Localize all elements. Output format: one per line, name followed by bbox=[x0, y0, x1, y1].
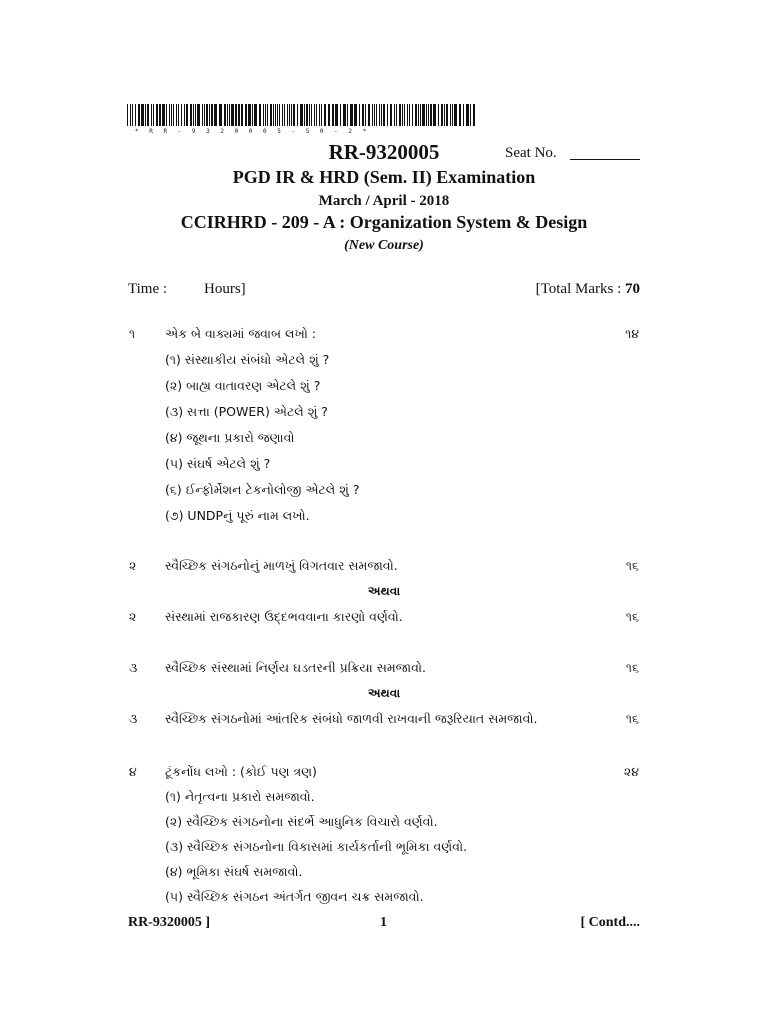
sub-question: (૨) સ્વૈચ્છિક સંગઠનોના સંદર્ભે આધુનિક વિચારો વર્ણવો. bbox=[165, 814, 438, 829]
question-marks: ૧૬ bbox=[625, 558, 639, 573]
barcode-bar bbox=[166, 104, 167, 126]
barcode-bar bbox=[418, 104, 419, 126]
barcode-bar bbox=[321, 104, 322, 126]
barcode-bar bbox=[420, 104, 421, 126]
sub-question: (૧) નેતૃત્વના પ્રકારો સમજાવો. bbox=[165, 789, 315, 804]
barcode-bar bbox=[279, 104, 280, 126]
barcode-bar bbox=[252, 104, 253, 126]
barcode-bar bbox=[229, 104, 230, 126]
barcode-bar bbox=[132, 104, 133, 126]
barcode-bar bbox=[324, 104, 326, 126]
barcode-bar bbox=[135, 104, 136, 126]
barcode-bar bbox=[156, 104, 158, 126]
barcode-bar bbox=[347, 104, 348, 126]
question-number: ૧ bbox=[129, 326, 136, 341]
barcode-bar bbox=[214, 104, 217, 126]
barcode-bar bbox=[422, 104, 425, 126]
barcode-bar bbox=[430, 104, 432, 126]
barcode-bar bbox=[224, 104, 226, 126]
barcode-bar bbox=[466, 104, 469, 126]
barcode-text: * R R - 9 3 2 0 0 0 5 - 5 0 - 2 * bbox=[135, 128, 370, 135]
seat-label: Seat No. bbox=[505, 145, 557, 161]
barcode-bar bbox=[267, 104, 268, 126]
barcode-bar bbox=[289, 104, 290, 126]
sub-question: (૫) સ્વૈચ્છિક સંગઠન અંતર્ગત જીવન ચક્ર સમજાવો. bbox=[165, 889, 424, 904]
barcode-bar bbox=[206, 104, 208, 126]
total-marks bbox=[536, 281, 640, 298]
barcode-bar bbox=[195, 104, 196, 126]
barcode-bar bbox=[241, 104, 243, 126]
question-text: સ્વૈચ્છિક સંસ્થામાં નિર્ણય ઘડતરની પ્રક્રિયા સમજાવો. bbox=[165, 660, 426, 675]
barcode-bar bbox=[354, 104, 357, 126]
barcode-bar bbox=[275, 104, 276, 126]
sub-question: (૬) ઈન્ફોર્મેશન ટેકનોલોજી એટલે શું ? bbox=[165, 482, 360, 497]
barcode-bar bbox=[319, 104, 320, 126]
question-number: ૪ bbox=[129, 764, 137, 779]
barcode-bar bbox=[396, 104, 397, 126]
barcode-bar bbox=[350, 104, 353, 126]
barcode-bar bbox=[463, 104, 464, 126]
barcode-bar bbox=[145, 104, 146, 126]
barcode-bar bbox=[176, 104, 177, 126]
barcode-bar bbox=[433, 104, 436, 126]
subject-title: CCIRHRD - 209 - A : Organization System & Design bbox=[180, 212, 588, 232]
total-marks-label: [Total Marks : bbox=[535, 281, 622, 297]
barcode-bar bbox=[184, 104, 185, 126]
barcode-bar bbox=[438, 104, 439, 126]
exam-session: March / April - 2018 bbox=[318, 193, 450, 209]
paper-code: RR-9320005 bbox=[328, 140, 440, 164]
barcode-bar bbox=[340, 104, 341, 126]
page-number: 1 bbox=[380, 915, 387, 930]
barcode-bar bbox=[181, 104, 182, 126]
sub-question: (૩) સ્વૈચ્છિક સંગઠનોના વિકાસમાં કાર્યકર્તાની ભૂમિકા વર્ણવો. bbox=[165, 839, 468, 854]
barcode-bar bbox=[394, 104, 395, 126]
barcode-bar bbox=[259, 104, 261, 126]
seat-number-line bbox=[570, 159, 640, 160]
barcode-bar bbox=[130, 104, 131, 126]
barcode-bar bbox=[202, 104, 203, 126]
question-number: ૨ bbox=[129, 609, 137, 624]
barcode-bar bbox=[284, 104, 285, 126]
barcode-bar bbox=[446, 104, 448, 126]
barcode-bars bbox=[127, 104, 477, 128]
barcode-bar bbox=[311, 104, 312, 126]
barcode-bar bbox=[383, 104, 385, 126]
barcode-bar bbox=[470, 104, 471, 126]
barcode-bar bbox=[362, 104, 364, 126]
or-divider: અથવા bbox=[367, 686, 401, 700]
barcode-bar bbox=[335, 104, 338, 126]
barcode-bar bbox=[314, 104, 315, 126]
barcode-bar bbox=[304, 104, 305, 126]
barcode-bar bbox=[372, 104, 373, 126]
barcode-bar bbox=[428, 104, 429, 126]
barcode-bar bbox=[309, 104, 310, 126]
sub-question: (૪) ભૂમિકા સંઘર્ષ સમજાવો. bbox=[165, 864, 303, 879]
or-divider: અથવા bbox=[367, 584, 401, 598]
barcode-bar bbox=[412, 104, 413, 126]
barcode-bar bbox=[376, 104, 377, 126]
question-number: ૨ bbox=[129, 558, 137, 573]
barcode-bar bbox=[368, 104, 370, 126]
question-number: ૩ bbox=[129, 660, 138, 675]
sub-question: (૨) બાહ્ય વાતાવરણ એટલે શું ? bbox=[165, 378, 321, 393]
barcode-bar bbox=[454, 104, 457, 126]
sub-question: (૧) સંસ્થાકીય સંબંધો એટલે શું ? bbox=[165, 352, 330, 367]
barcode-bar bbox=[254, 104, 257, 126]
question-text: એક બે વાક્યમાં જવાબ લખો : bbox=[165, 326, 317, 341]
barcode-bar bbox=[141, 104, 144, 126]
barcode-bar bbox=[270, 104, 272, 126]
barcode-bar bbox=[365, 104, 366, 126]
question-text: સ્વૈચ્છિક સંગઠનોનું માળખું વિગતવાર સમજાવો. bbox=[165, 558, 398, 573]
barcode-bar bbox=[450, 104, 451, 126]
sub-question: (૫) સંઘર્ષ એટલે શું ? bbox=[165, 456, 271, 471]
barcode-bar bbox=[127, 104, 128, 126]
barcode-bar bbox=[153, 104, 154, 126]
question-marks: ૧૬ bbox=[625, 660, 639, 675]
barcode-bar bbox=[328, 104, 330, 126]
barcode-bar bbox=[171, 104, 172, 126]
sub-question: (૩) સત્તા (POWER) એટલે શું ? bbox=[165, 404, 328, 419]
barcode-bar bbox=[273, 104, 274, 126]
continued-note: [ Contd.... bbox=[580, 915, 640, 930]
barcode-bar bbox=[211, 104, 213, 126]
barcode-bar bbox=[197, 104, 200, 126]
barcode-bar bbox=[359, 104, 360, 126]
barcode-bar bbox=[415, 104, 417, 126]
barcode-bar bbox=[178, 104, 179, 126]
barcode-bar bbox=[407, 104, 408, 126]
question-number: ૩ bbox=[129, 711, 138, 726]
barcode-bar bbox=[332, 104, 334, 126]
barcode-bar bbox=[343, 104, 346, 126]
barcode-bar bbox=[190, 104, 192, 126]
barcode-bar bbox=[390, 104, 392, 126]
barcode-bar bbox=[387, 104, 388, 126]
barcode-bar bbox=[306, 104, 308, 126]
barcode-bar bbox=[248, 104, 251, 126]
barcode-bar bbox=[235, 104, 237, 126]
course-note: (New Course) bbox=[344, 238, 424, 253]
question-text: સ્વૈચ્છિક સંગઠનોમાં આંતરિક સંબંધો જાળવી રાખવાની જરૂરિયાત સમજાવો. bbox=[165, 711, 538, 726]
question-marks: ૨૪ bbox=[623, 764, 639, 779]
barcode-bar bbox=[193, 104, 194, 126]
barcode-bar bbox=[459, 104, 461, 126]
barcode-bar bbox=[291, 104, 292, 126]
barcode-bar bbox=[399, 104, 401, 126]
barcode-bar bbox=[186, 104, 188, 126]
barcode-bar bbox=[297, 104, 298, 126]
exam-title: PGD IR & HRD (Sem. II) Examination bbox=[232, 167, 536, 187]
barcode-bar bbox=[402, 104, 403, 126]
barcode-bar bbox=[238, 104, 240, 126]
barcode-bar bbox=[169, 104, 170, 126]
barcode-bar bbox=[409, 104, 410, 126]
barcode-bar bbox=[227, 104, 228, 126]
barcode-bar bbox=[287, 104, 288, 126]
barcode-bar bbox=[282, 104, 283, 126]
barcode-bar bbox=[263, 104, 264, 126]
sub-question: (૪) જૂથના પ્રકારો જણાવો bbox=[165, 430, 295, 445]
barcode-bar bbox=[159, 104, 161, 126]
barcode-bar bbox=[231, 104, 234, 126]
barcode bbox=[127, 104, 477, 136]
barcode-bar bbox=[147, 104, 149, 126]
barcode-bar bbox=[173, 104, 174, 126]
question-marks: ૧૬ bbox=[625, 609, 639, 624]
barcode-bar bbox=[473, 104, 475, 126]
question-marks: ૧૬ bbox=[625, 711, 639, 726]
barcode-bar bbox=[381, 104, 382, 126]
time-label: Time : bbox=[128, 281, 168, 297]
barcode-bar bbox=[374, 104, 375, 126]
barcode-bar bbox=[379, 104, 380, 126]
barcode-bar bbox=[452, 104, 453, 126]
total-marks-value: 70 bbox=[625, 281, 640, 297]
barcode-bar bbox=[138, 104, 140, 126]
barcode-bar bbox=[245, 104, 247, 126]
barcode-bar bbox=[151, 104, 152, 126]
barcode-bar bbox=[316, 104, 317, 126]
barcode-bar bbox=[204, 104, 205, 126]
barcode-bar bbox=[441, 104, 443, 126]
sub-question: (૭) UNDPનું પૂરું નામ લખો. bbox=[165, 508, 310, 523]
barcode-bar bbox=[209, 104, 210, 126]
barcode-bar bbox=[293, 104, 295, 126]
question-text: ટૂંકનોંધ લખો : (કોઈ પણ ત્રણ) bbox=[165, 764, 317, 779]
footer-code: RR-9320005 ] bbox=[128, 915, 211, 930]
barcode-bar bbox=[300, 104, 303, 126]
barcode-bar bbox=[162, 104, 165, 126]
barcode-bar bbox=[404, 104, 405, 126]
question-text: સંસ્થામાં રાજકારણ ઉદ્દભવવાના કારણો વર્ણવો. bbox=[165, 609, 403, 624]
barcode-bar bbox=[444, 104, 445, 126]
barcode-bar bbox=[265, 104, 266, 126]
question-marks: ૧૪ bbox=[625, 326, 639, 341]
hours-label: Hours] bbox=[204, 281, 246, 297]
barcode-bar bbox=[277, 104, 278, 126]
barcode-bar bbox=[219, 104, 222, 126]
barcode-bar bbox=[426, 104, 427, 126]
